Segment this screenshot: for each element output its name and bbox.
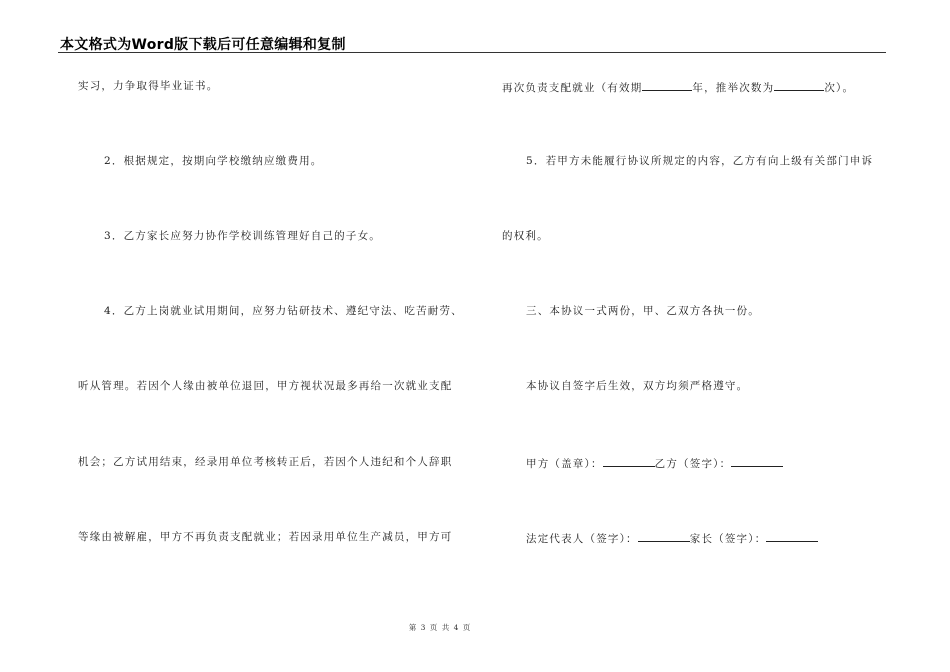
right-line-3: 的权利。	[502, 230, 549, 242]
party-a-seal-blank[interactable]	[603, 455, 655, 467]
party-b-sign-label: 乙方（签字）：	[654, 458, 732, 470]
right-line-4: 三、本协议一式两份，甲、乙双方各执一份。	[526, 305, 760, 317]
left-line-1: 实习，力争取得毕业证书。	[78, 80, 219, 92]
left-line-5: 听从管理。若因个人缘由被单位退回，甲方视状况最多再给一次就业支配	[78, 380, 453, 392]
recommend-count-label: 年，推举次数为	[692, 82, 775, 94]
header-divider	[58, 52, 886, 53]
parent-sign-label: 家长（签字）：	[689, 533, 767, 545]
legal-rep-sign-blank[interactable]	[638, 530, 690, 542]
legal-rep-sign-label: 法定代表人（签字）：	[526, 533, 638, 545]
party-a-seal-label: 甲方（盖章）：	[526, 458, 603, 470]
left-line-2: 2．根据规定，按期向学校缴纳应缴费用。	[104, 155, 323, 167]
recommend-count-blank[interactable]	[774, 79, 824, 91]
parent-sign-blank[interactable]	[766, 530, 818, 542]
left-line-3: 3．乙方家长应努力协作学校训练管理好自己的子女。	[104, 230, 381, 242]
right-line-5: 本协议自签字后生效，双方均须严格遵守。	[526, 380, 749, 392]
right-line-2: 5．若甲方未能履行协议所规定的内容，乙方有向上级有关部门申诉	[526, 155, 874, 167]
party-b-sign-blank[interactable]	[731, 455, 783, 467]
document-header-title: 本文格式为Word版下载后可任意编辑和复制	[60, 37, 346, 53]
signature-row-2	[526, 530, 818, 546]
signature-row-1	[526, 455, 783, 471]
left-line-6: 机会；乙方试用结束，经录用单位考核转正后，若因个人违纪和个人辞职	[78, 456, 453, 468]
times-suffix: 次）。	[824, 82, 855, 94]
page-number: 第 3 页 共 4 页	[408, 623, 472, 632]
right-line-1	[502, 79, 854, 95]
left-line-7: 等缘由被解雇，甲方不再负责支配就业；若因录用单位生产减员，甲方可	[78, 531, 453, 543]
validity-years-blank[interactable]	[642, 79, 692, 91]
validity-label: 再次负责支配就业（有效期	[502, 82, 643, 94]
left-line-4: 4．乙方上岗就业试用期间，应努力钻研技术、遵纪守法、吃苦耐劳、	[104, 305, 463, 317]
